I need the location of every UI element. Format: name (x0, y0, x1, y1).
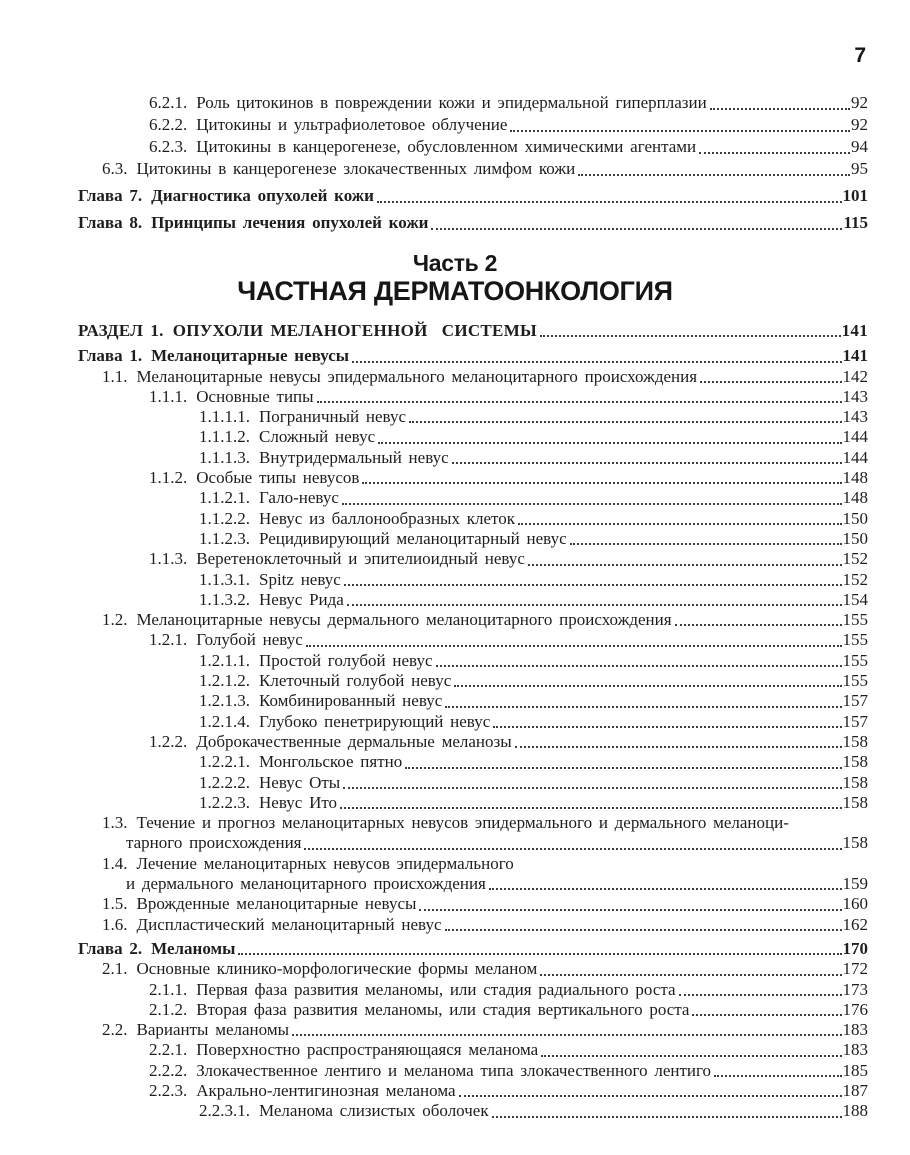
toc-entry-title: Невус из баллонообразных клеток (259, 508, 515, 528)
toc-entry-title: Меланома слизистых оболочек (259, 1101, 489, 1121)
toc-entry-title: Меланоцитарные невусы (151, 346, 350, 366)
toc-entry-title: Цитокины в канцерогенезе, обусловленном химическими агентами (196, 137, 697, 156)
toc-entry-number: 1.1.1.2. (199, 427, 250, 447)
toc-entry (78, 854, 868, 874)
toc-entry-page: 158 (842, 752, 868, 772)
toc-entry-page: 158 (842, 731, 868, 751)
toc-entry-number: 2.2.3.1. (199, 1101, 250, 1121)
toc-entry-number: 2.2.1. (149, 1040, 188, 1060)
toc-entry-number: 2.1.2. (149, 999, 188, 1019)
dotted-leader (515, 746, 842, 748)
dotted-leader (342, 503, 842, 505)
toc-entry-title: Простой голубой невус (259, 650, 433, 670)
dotted-leader (304, 848, 841, 850)
toc-entry-page: 148 (842, 468, 868, 488)
toc-entry-number: Глава 2. (78, 938, 143, 958)
toc-entry-number: 1.1.1. (149, 386, 188, 406)
toc-entry-title: Spitz невус (259, 569, 341, 589)
toc-entry-page: 158 (842, 792, 868, 812)
toc-entry-page: 188 (842, 1101, 868, 1121)
toc-entry-page: 155 (842, 650, 868, 670)
dotted-leader (347, 604, 842, 606)
toc-entry (78, 671, 868, 691)
dotted-leader (340, 807, 841, 809)
toc-entry-page: 143 (842, 407, 868, 427)
dotted-leader (445, 929, 842, 931)
toc-entry-page: 148 (842, 488, 868, 508)
toc-entry-page: 158 (842, 772, 868, 792)
toc-entry-page: 143 (842, 386, 868, 406)
dotted-leader (352, 361, 841, 363)
part-heading (0, 251, 910, 306)
toc-entry (78, 630, 868, 650)
toc-entry (78, 529, 868, 549)
toc-entry-number: 2.2.2. (149, 1060, 188, 1080)
toc-entry-page: 183 (842, 1020, 868, 1040)
dotted-leader (306, 645, 842, 647)
toc-entry-page: 152 (842, 549, 868, 569)
toc-entry (78, 959, 868, 979)
toc-entry (78, 136, 868, 158)
toc-entry (78, 549, 868, 569)
dotted-leader (675, 624, 842, 626)
toc-entry-page: 150 (842, 528, 868, 548)
dotted-leader (452, 462, 842, 464)
dotted-leader (405, 767, 841, 769)
toc-entry-title: Основные клинико-морфологические формы меланом (136, 959, 538, 979)
toc-entry-number: 1.1.2. (149, 468, 188, 488)
toc-entry-number: 2.2.3. (149, 1080, 188, 1100)
toc-entry (78, 793, 868, 813)
toc-entry-title: Голубой невус (196, 630, 303, 650)
toc-entry (78, 1101, 868, 1121)
toc-entry-page: 185 (842, 1060, 868, 1080)
toc-entry-title: Основные типы (196, 386, 314, 406)
toc-entry-page: 176 (842, 999, 868, 1019)
toc-entry-page: 155 (842, 671, 868, 691)
toc-entry (78, 387, 868, 407)
toc-entry-number: 1.1.3.2. (199, 589, 250, 609)
toc-entry-number: 1.1.1.3. (199, 447, 250, 467)
dotted-leader (489, 888, 842, 890)
dotted-leader (445, 706, 841, 708)
toc-entry-number: 2.2. (102, 1020, 128, 1040)
toc-entry-continuation (78, 833, 868, 853)
toc-entry-title: Невус Оты (259, 772, 341, 792)
toc-entry-page: 141 (841, 321, 868, 340)
toc-entry (78, 732, 868, 752)
toc-entry-number: 1.2. (102, 610, 128, 630)
toc-entry-number: Глава 8. (78, 213, 143, 232)
toc-entry-title: Меланоцитарные невусы эпидермального меланоцитарного происхождения (136, 366, 698, 386)
toc-entry-page: 142 (842, 366, 868, 386)
toc-entry-page: 187 (842, 1080, 868, 1100)
toc-entry-title: Внутридермальный невус (259, 447, 449, 467)
toc-entry-title: Цитокины в канцерогенезе злокачественных лимфом кожи (136, 159, 576, 178)
toc-entry (78, 321, 868, 341)
toc-entry-number: 2.1.1. (149, 979, 188, 999)
dotted-leader (292, 1034, 841, 1036)
toc-entry (78, 1040, 868, 1060)
toc-entry-page: 94 (851, 137, 868, 156)
toc-entry-number: РАЗДЕЛ 1. (78, 321, 164, 340)
dotted-leader (378, 442, 841, 444)
toc-entry-page: 170 (842, 938, 868, 958)
toc-entry-title: Рецидивирующий меланоцитарный невус (259, 528, 567, 548)
toc-entry-number: 1.1.3.1. (199, 569, 250, 589)
toc-entry-number: 1.2.1.3. (199, 691, 250, 711)
toc-entry-number: 6.2.1. (149, 93, 188, 112)
toc-entry (78, 1081, 868, 1101)
toc-entry-page: 162 (842, 914, 868, 934)
toc-entry-number: 1.2.2.1. (199, 752, 250, 772)
toc-entry (78, 590, 868, 610)
toc-entry-page: 92 (851, 93, 868, 112)
toc-entry-page: 115 (843, 213, 868, 232)
toc-entry-number: 2.1. (102, 959, 128, 979)
toc-entry-page: 160 (842, 894, 868, 914)
part-number-heading: Часть 2 (412, 250, 498, 276)
toc-entry-title: Меланомы (151, 938, 236, 958)
dotted-leader (518, 523, 842, 525)
toc-entry-number: 1.2.1. (149, 630, 188, 650)
toc-entry (78, 939, 868, 959)
toc-entry-page: 92 (851, 115, 868, 134)
toc-entry (78, 367, 868, 387)
toc-entry-title: Монгольское пятно (259, 752, 403, 772)
toc-entry-title: Гало-невус (259, 488, 339, 508)
dotted-leader (454, 685, 841, 687)
toc-entry-number: 1.4. (102, 853, 128, 873)
toc-entry-title: Клеточный голубой невус (259, 671, 452, 691)
toc-entry (78, 488, 868, 508)
dotted-leader (714, 1075, 841, 1077)
toc-entry-title: Невус Ито (259, 792, 338, 812)
dotted-leader (710, 108, 850, 110)
dotted-leader (377, 201, 842, 203)
toc-entry-number: 1.1. (102, 366, 128, 386)
dotted-leader (692, 1014, 841, 1016)
toc-entry (78, 185, 868, 207)
dotted-leader (679, 994, 842, 996)
dotted-leader (436, 665, 842, 667)
toc-entry (78, 980, 868, 1000)
toc-entry-title: Лечение меланоцитарных невусов эпидермального (136, 853, 514, 873)
toc-entry (78, 691, 868, 711)
toc-entry-title: Принципы лечения опухолей кожи (151, 213, 429, 232)
toc-entry (78, 212, 868, 234)
toc-entry (78, 114, 868, 136)
toc-entry-page: 144 (842, 427, 868, 447)
toc-entry (78, 1061, 868, 1081)
toc-entry-title: Особые типы невусов (196, 468, 360, 488)
dotted-leader (431, 228, 842, 230)
toc-entry-title: Сложный невус (259, 427, 376, 447)
dotted-leader (699, 152, 850, 154)
toc-entry-page: 150 (842, 508, 868, 528)
toc-entry-number: Глава 7. (78, 186, 143, 205)
dotted-leader (528, 564, 842, 566)
dotted-leader (540, 974, 841, 976)
dotted-leader (700, 381, 841, 383)
dotted-leader (238, 953, 841, 955)
toc-entry-title: Глубоко пенетрирующий невус (259, 711, 491, 731)
toc-entry-title: Диагностика опухолей кожи (151, 186, 374, 205)
toc-entry (78, 570, 868, 590)
toc-entry-page: 159 (842, 874, 868, 894)
toc-entry-number: 1.2.2.3. (199, 792, 250, 812)
toc-entry (78, 651, 868, 671)
toc-entry (78, 346, 868, 366)
toc-entry-page: 141 (842, 346, 868, 366)
toc-entry (78, 448, 868, 468)
toc-entry-title: Невус Рида (259, 589, 344, 609)
toc-top-section (78, 92, 868, 234)
toc-entry-page: 155 (842, 630, 868, 650)
dotted-leader (343, 787, 841, 789)
toc-entry-number: 6.2.2. (149, 115, 188, 134)
toc-entry-number: 6.3. (102, 159, 128, 178)
toc-entry-page: 144 (842, 447, 868, 467)
dotted-leader (570, 543, 842, 545)
toc-entry-page: 152 (842, 569, 868, 589)
toc-entry-title: Доброкачественные дермальные меланозы (196, 731, 512, 751)
toc-entry (78, 773, 868, 793)
toc-entry (78, 915, 868, 935)
toc-entry-number: 1.3. (102, 813, 128, 833)
toc-entry-page: 155 (842, 610, 868, 630)
toc-entry (78, 813, 868, 833)
toc-entry-number: 1.2.1.4. (199, 711, 250, 731)
toc-entry-number: 1.2.1.1. (199, 650, 250, 670)
toc-entry-page: 172 (842, 959, 868, 979)
toc-entry (78, 752, 868, 772)
dotted-leader (317, 401, 842, 403)
toc-entry-page: 154 (842, 589, 868, 609)
toc-entry-title: Поверхностно распространяющаяся меланома (196, 1040, 539, 1060)
toc-entry-page: 158 (842, 833, 868, 853)
toc-entry (78, 158, 868, 180)
part-title-heading: ЧАСТНАЯ ДЕРМАТООНКОЛОГИЯ (237, 276, 673, 306)
toc-entry (78, 1000, 868, 1020)
toc-entry-title: Врожденные меланоцитарные невусы (136, 894, 417, 914)
dotted-leader (541, 1055, 841, 1057)
dotted-leader (362, 482, 841, 484)
toc-entry-number: 1.1.2.1. (199, 488, 250, 508)
toc-entry-title: ОПУХОЛИ МЕЛАНОГЕННОЙ СИСТЕМЫ (172, 321, 538, 340)
toc-entry-number: 6.2.3. (149, 137, 188, 156)
toc-entry-title: Комбинированный невус (259, 691, 443, 711)
toc-entry-number: Глава 1. (78, 346, 143, 366)
dotted-leader (419, 909, 841, 911)
toc-entry-title: Меланоцитарные невусы дермального меланоцитарного происхождения (136, 610, 672, 630)
toc-entry-title-continued: и дермального меланоцитарного происхождения (126, 874, 486, 894)
toc-entry-continuation (78, 874, 868, 894)
dotted-leader (459, 1095, 842, 1097)
toc-entry-number: 1.2.2. (149, 731, 188, 751)
toc-entry-number: 1.2.2.2. (199, 772, 250, 792)
toc-entry (78, 407, 868, 427)
page-number: 7 (854, 44, 866, 67)
toc-entry-number: 1.6. (102, 914, 128, 934)
toc-entry-number: 1.5. (102, 894, 128, 914)
toc-entry (78, 1020, 868, 1040)
toc-entry-title: Веретеноклеточный и эпителиоидный невус (196, 549, 525, 569)
dotted-leader (578, 174, 850, 176)
toc-entry (78, 509, 868, 529)
dotted-leader (540, 335, 841, 337)
toc-entry (78, 92, 868, 114)
toc-main-section (78, 321, 868, 1122)
dotted-leader (510, 130, 850, 132)
toc-entry-page: 95 (851, 159, 868, 178)
toc-entry-page: 183 (842, 1040, 868, 1060)
dotted-leader (492, 1116, 842, 1118)
toc-entry (78, 468, 868, 488)
toc-entry-page: 157 (842, 711, 868, 731)
toc-entry (78, 712, 868, 732)
toc-entry-number: 1.1.3. (149, 549, 188, 569)
toc-entry-page: 101 (842, 186, 868, 205)
toc-entry (78, 427, 868, 447)
toc-entry-title: Варианты меланомы (136, 1020, 290, 1040)
toc-entry-number: 1.1.1.1. (199, 407, 250, 427)
dotted-leader (409, 421, 841, 423)
toc-entry-page: 157 (842, 691, 868, 711)
toc-entry-title: Акрально-лентигинозная меланома (196, 1080, 456, 1100)
toc-entry-title: Течение и прогноз меланоцитарных невусов эпидермального и дермального меланоци- (136, 813, 789, 833)
toc-entry-number: 1.1.2.2. (199, 508, 250, 528)
toc-entry-title: Диспластический меланоцитарный невус (136, 914, 442, 934)
toc-entry-title: Роль цитокинов в повреждении кожи и эпидермальной гиперплазии (196, 93, 707, 112)
toc-entry-number: 1.1.2.3. (199, 528, 250, 548)
toc-entry (78, 894, 868, 914)
dotted-leader (493, 726, 841, 728)
toc-entry-title: Вторая фаза развития меланомы, или стадия вертикального роста (196, 999, 690, 1019)
dotted-leader (344, 584, 842, 586)
toc-entry-title: Цитокины и ультрафиолетовое облучение (196, 115, 508, 134)
toc-entry-page: 173 (842, 979, 868, 999)
toc-entry (78, 610, 868, 630)
toc-entry-title: Первая фаза развития меланомы, или стадия радиального роста (196, 979, 676, 999)
toc-entry-title-continued: тарного происхождения (126, 833, 302, 853)
toc-entry-number: 1.2.1.2. (199, 671, 250, 691)
toc-entry-title: Злокачественное лентиго и меланома типа злокачественного лентиго (196, 1060, 712, 1080)
toc-entry-title: Пограничный невус (259, 407, 407, 427)
